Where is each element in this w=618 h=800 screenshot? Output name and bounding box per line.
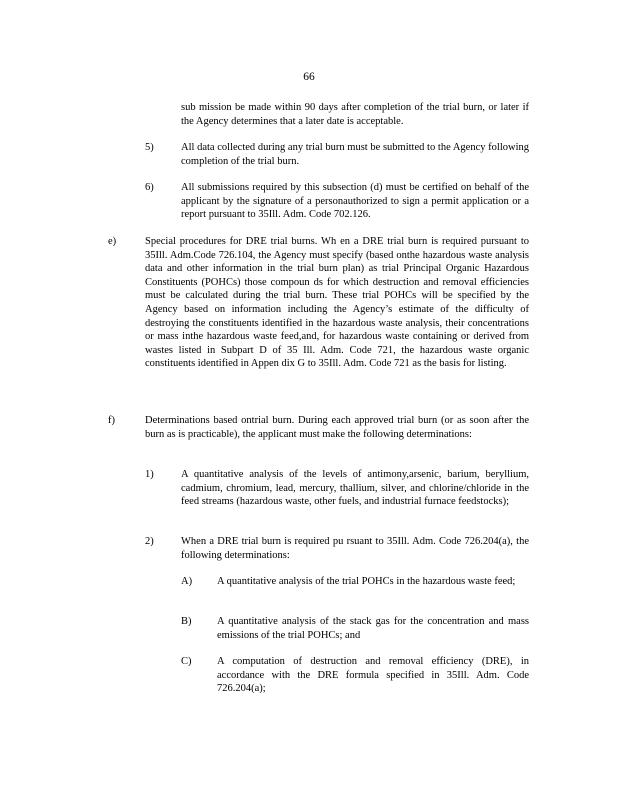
item-6-label: 6): [145, 182, 154, 193]
item-b-label: B): [181, 616, 192, 627]
item-b-text: A quantitative analysis of the stack gas for the concentration and mass emissions of the trial POHCs; and: [217, 616, 529, 641]
item-f2-label: 2): [145, 536, 154, 547]
item-5-text: All data collected during any trial burn must be submitted to the Agency following completion of the trial burn.: [181, 142, 529, 167]
continued-paragraph: sub mission be made within 90 days after completion of the trial burn, or later if the Agency determines that a later date is acceptable.: [181, 102, 529, 127]
subsection-e-text: Special procedures for DRE trial burns. Wh en a DRE trial burn is required pursuant to 35Ill. Adm.Code 726.104, the Agency must specify (based onthe hazardous waste analysis data and other information in the trial burn plan) as trial Principal Organic Hazardous Constituents (POHCs) those compoun ds for which destruction and removal efficiencies must be calculated during the trial burn. These trial POHCs will be specified by the Agency based on information including the Agency’s estimate of the difficulty of destroying the constituents identified in the hazardous waste analysis, their concentrations or mass inthe hazardous waste feed,and, for hazardous waste containing or derived from wastes listed in Subpart D of 35 Ill. Adm. Code 721, the hazardous waste organic constituents identified in Appen dix G to 35Ill. Adm. Code 721 as the basis for listing.: [145, 236, 529, 370]
item-c-text: A computation of destruction and removal efficiency (DRE), in accordance with the DRE formula specified in 35Ill. Adm. Code 726.204(a);: [217, 656, 529, 695]
item-a-label: A): [181, 576, 193, 587]
subsection-f-text: Determinations based ontrial burn. During each approved trial burn (or as soon after the burn as is practicable), the applicant must make the following determinations:: [145, 415, 529, 440]
item-f2-text: When a DRE trial burn is required pu rsuant to 35Ill. Adm. Code 726.204(a), the following determinations:: [181, 536, 529, 561]
item-5-label: 5): [145, 142, 154, 153]
item-a-text: A quantitative analysis of the trial POHCs in the hazardous waste feed;: [217, 576, 516, 587]
item-c-label: C): [181, 656, 192, 667]
item-6-text: All submissions required by this subsection (d) must be certified on behalf of the applicant by the signature of a personauthorized to sign a permit application or a report pursuant to 35Ill. Adm. Code 702.126.: [181, 182, 529, 221]
item-f1-text: A quantitative analysis of the levels of antimony,arsenic, barium, beryllium, cadmium, chromium, lead, mercury, thallium, silver, and chlorine/chloride in the feed streams (hazardous waste, other fuels, and industrial furnace feedstocks);: [181, 469, 529, 508]
subsection-f-label: f): [108, 415, 115, 426]
item-f1-label: 1): [145, 469, 154, 480]
page-number: 66: [303, 71, 315, 83]
subsection-e-label: e): [108, 236, 117, 247]
